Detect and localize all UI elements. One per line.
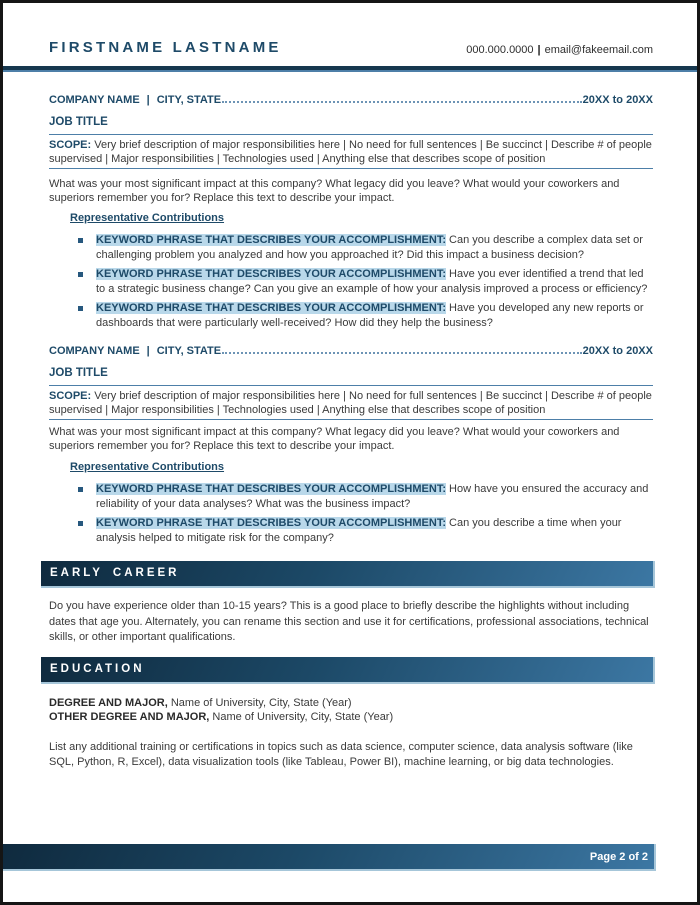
contributions-heading: Representative Contributions (70, 460, 225, 473)
scope-label: SCOPE: (49, 389, 92, 402)
bullet-square-icon (78, 306, 83, 311)
resume-body (49, 75, 653, 770)
scope-text: Very brief description of major responsibilities here | No need for full sentences | Be succinct | Describe # of people supervised | Major responsibilities | Technologies used | Anything else that describes scope of position (49, 389, 652, 416)
contact-info (466, 44, 653, 56)
bullet-text (96, 267, 653, 296)
job-title: JOB TITLE (49, 366, 108, 379)
bullet-square-icon (78, 272, 83, 277)
education-paragraph: List any additional training or certifications in topics such as data science, computer science, data analysis software (like SQL, Python, R, Excel), data visualization tools (like Tableau, Power BI), machine learning, or big data technologies. (49, 740, 633, 768)
keyword-highlight: KEYWORD PHRASE THAT DESCRIBES YOUR ACCOMPLISHMENT: (96, 268, 446, 280)
company-row (49, 93, 653, 108)
company-separator: | (146, 345, 150, 357)
dotted-leader (222, 352, 582, 354)
keyword-highlight: KEYWORD PHRASE THAT DESCRIBES YOUR ACCOMPLISHMENT: (96, 302, 446, 314)
keyword-highlight: KEYWORD PHRASE THAT DESCRIBES YOUR ACCOMPLISHMENT: (96, 483, 446, 495)
job-title: JOB TITLE (49, 115, 108, 128)
keyword-highlight: KEYWORD PHRASE THAT DESCRIBES YOUR ACCOMPLISHMENT: (96, 517, 446, 529)
contributions-heading: Representative Contributions (70, 211, 225, 224)
bullet-text (96, 482, 653, 511)
bullet-item (78, 482, 653, 511)
company-location: CITY, STATE (156, 345, 222, 357)
contact-separator: | (537, 44, 541, 56)
degree-details: Name of University, City, State (Year) (170, 696, 352, 709)
phone-number: 000.000.0000 (466, 44, 534, 56)
degree-list (49, 696, 653, 725)
dotted-leader (222, 101, 582, 103)
bullet-square-icon (78, 521, 83, 526)
page-number: Page 2 of 2 (589, 850, 648, 863)
degree-line (49, 710, 653, 725)
scope-text: Very brief description of major responsibilities here | No need for full sentences | Be succinct | Describe # of people supervised | Major responsibilities | Technologies used | Anything else that describes scope of position (49, 138, 652, 165)
section-bar-early-career (41, 561, 655, 588)
scope-block (49, 385, 653, 420)
degree-label: OTHER DEGREE AND MAJOR, (49, 711, 210, 723)
company-row (49, 344, 653, 359)
scope-label: SCOPE: (49, 138, 92, 151)
bullet-square-icon (78, 487, 83, 492)
bullet-body-text: Can you describe a time when your analysis helped to mitigate risk for the company? (96, 517, 622, 544)
degree-label: DEGREE AND MAJOR, (49, 696, 168, 709)
bullet-item (78, 233, 653, 262)
company-location: CITY, STATE (156, 94, 222, 106)
name-heading: FIRSTNAME LASTNAME (49, 39, 282, 56)
bullet-body-text: Have you developed any new reports or dashboards that were particularly well-received? How did they help the business? (96, 302, 644, 329)
bullet-text (96, 516, 653, 545)
bullet-item (78, 516, 653, 545)
impact-paragraph: What was your most significant impact at this company? What legacy did you leave? What would your coworkers and superiors remember you for? Replace this text to describe your impact. (49, 425, 620, 452)
section-heading: EARLY CAREER (50, 567, 180, 580)
company-name: COMPANY NAME (49, 345, 140, 357)
header-rule (3, 66, 697, 72)
impact-paragraph: What was your most significant impact at this company? What legacy did you leave? What would your coworkers and superiors remember you for? Replace this text to describe your impact. (49, 177, 620, 204)
section-heading: EDUCATION (50, 662, 145, 675)
company-name: COMPANY NAME (49, 94, 140, 106)
bullet-text (96, 301, 653, 330)
dates-range: 20XX to 20XX (582, 345, 653, 357)
degree-line (49, 696, 653, 711)
keyword-highlight: KEYWORD PHRASE THAT DESCRIBES YOUR ACCOMPLISHMENT: (96, 234, 446, 246)
degree-details: Name of University, City, State (Year) (212, 711, 394, 723)
early-career-paragraph: Do you have experience older than 10-15 years? This is a good place to briefly describe the highlights without including dates that age you. Alternately, you can rename this section and use it for certifications, professional associations, technical skills, or other important qualifications. (49, 600, 649, 643)
company-separator: | (146, 94, 150, 106)
email-address: email@fakeemail.com (544, 44, 653, 56)
scope-block (49, 134, 653, 169)
bullet-body-text: Have you ever identified a trend that led to a strategic business change? Can you give an example of how your analysis improved a process or efficiency? (96, 268, 648, 295)
footer-bar (3, 844, 656, 871)
page-header (49, 39, 653, 56)
bullet-square-icon (78, 238, 83, 243)
bullet-item (78, 267, 653, 296)
section-bar-education (41, 657, 655, 684)
bullet-body-text: Can you describe a complex data set or challenging problem you analyzed and how you approached it? Did this impact a business decision? (96, 234, 643, 261)
bullet-body-text: How have you ensured the accuracy and reliability of your data analyses? What was the business impact? (96, 483, 649, 510)
bullet-item (78, 301, 653, 330)
dates-range: 20XX to 20XX (582, 94, 653, 106)
bullet-text (96, 233, 653, 262)
